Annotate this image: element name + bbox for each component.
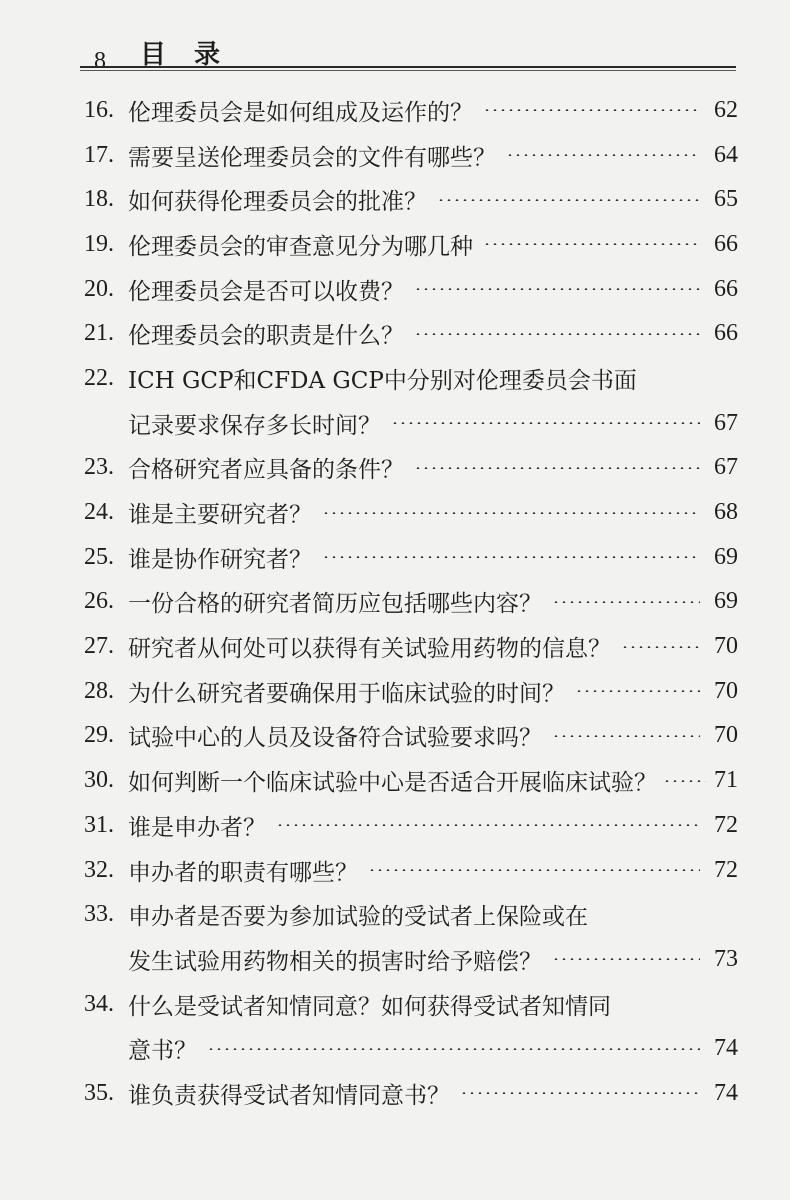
- toc-entry-32: [84, 848, 738, 893]
- toc-title: 如何判断一个临床试验中心是否适合开展临床试验？: [128, 770, 657, 797]
- toc-entry-19: [84, 222, 738, 267]
- toc-title: 谁负责获得受试者知情同意书？: [128, 1082, 450, 1109]
- toc-title: 谁是协作研究者？: [128, 546, 312, 573]
- toc-title: 伦理委员会的审查意见分为哪几种: [128, 233, 473, 260]
- header-rule-thin: [80, 70, 736, 71]
- toc-page: 64: [714, 141, 738, 168]
- toc-entry-31: [84, 803, 738, 848]
- toc-number: 20.: [84, 275, 114, 302]
- toc-title: 试验中心的人员及设备符合试验要求吗？: [128, 725, 542, 752]
- dot-leader: [276, 824, 700, 826]
- toc-page: 74: [714, 1079, 738, 1106]
- toc-title: 申办者是否要为参加试验的受试者上保险或在: [128, 904, 588, 931]
- dot-leader: [552, 958, 700, 960]
- toc-entry-20: [84, 267, 738, 312]
- toc-entry-18: [84, 177, 738, 222]
- header-rule: [80, 66, 736, 68]
- dot-leader: [483, 109, 700, 111]
- toc-number: 25.: [84, 543, 114, 570]
- toc-page: 74: [714, 1035, 738, 1062]
- toc-entry-35: [84, 1071, 738, 1116]
- toc-page: 70: [714, 677, 738, 704]
- toc-title: 伦理委员会是如何组成及运作的？: [128, 99, 473, 126]
- toc-page: 66: [714, 275, 738, 302]
- page-header: [80, 28, 736, 72]
- toc-page: 67: [714, 409, 738, 436]
- toc-page: 72: [714, 811, 738, 838]
- toc-number: 23.: [84, 454, 114, 481]
- toc-page: 66: [714, 320, 738, 347]
- toc-number: 29.: [84, 722, 114, 749]
- toc-number: 32.: [84, 856, 114, 883]
- toc-entry-25: [84, 535, 738, 580]
- toc-number: 22.: [84, 364, 114, 391]
- toc-page: 69: [714, 543, 738, 570]
- dot-leader: [414, 467, 700, 469]
- dot-leader: [552, 601, 700, 603]
- toc-title: 伦理委员会是否可以收费？: [128, 278, 404, 305]
- toc-title: 谁是申办者？: [128, 814, 266, 841]
- dot-leader: [207, 1048, 700, 1050]
- toc-title: ICH GCP和CFDA GCP中分别对伦理委员会书面: [128, 367, 637, 394]
- toc-title-continued: 发生试验用药物相关的损害时给予赔偿？: [128, 948, 542, 975]
- toc-entry-27: [84, 624, 738, 669]
- dot-leader: [414, 288, 700, 290]
- toc-entry-17: [84, 133, 738, 178]
- toc-entry-29: [84, 714, 738, 759]
- toc-page: 71: [714, 767, 738, 794]
- dot-leader: [575, 690, 700, 692]
- toc-entry-16: [84, 88, 738, 133]
- toc-number: 26.: [84, 588, 114, 615]
- dot-leader: [552, 735, 700, 737]
- page-number: 8: [94, 48, 106, 74]
- toc-page: 68: [714, 499, 738, 526]
- toc-title: 什么是受试者知情同意？如何获得受试者知情同: [128, 993, 611, 1020]
- toc-entry-34: [84, 982, 738, 1027]
- dot-leader: [483, 243, 700, 245]
- dot-leader: [322, 512, 700, 514]
- toc-page: 66: [714, 230, 738, 257]
- toc-entry-21: [84, 311, 738, 356]
- toc-page: 65: [714, 186, 738, 213]
- dot-leader: [368, 869, 700, 871]
- toc-number: 21.: [84, 320, 114, 347]
- dot-leader: [663, 780, 706, 782]
- toc-number: 16.: [84, 96, 114, 123]
- toc-entry-26: [84, 580, 738, 625]
- toc-title: 合格研究者应具备的条件？: [128, 457, 404, 484]
- toc-number: 33.: [84, 901, 114, 928]
- dot-leader: [506, 154, 700, 156]
- toc-number: 30.: [84, 767, 114, 794]
- toc-title: 伦理委员会的职责是什么？: [128, 323, 404, 350]
- dot-leader: [414, 333, 700, 335]
- dot-leader: [437, 199, 700, 201]
- toc-number: 28.: [84, 677, 114, 704]
- dot-leader: [460, 1092, 700, 1094]
- toc-number: 31.: [84, 811, 114, 838]
- toc-title-continued: 记录要求保存多长时间？: [128, 412, 381, 439]
- toc-entry-23: [84, 446, 738, 491]
- toc-number: 17.: [84, 141, 114, 168]
- dot-leader: [621, 646, 700, 648]
- toc-title: 为什么研究者要确保用于临床试验的时间？: [128, 680, 565, 707]
- toc-title: 研究者从何处可以获得有关试验用药物的信息？: [128, 636, 611, 663]
- toc-entry-22: [84, 356, 738, 401]
- toc-number: 24.: [84, 499, 114, 526]
- toc-entry-33: [84, 892, 738, 937]
- toc-page: 69: [714, 588, 738, 615]
- toc-title-continued: 意书？: [128, 1038, 197, 1065]
- toc-title: 如何获得伦理委员会的批准？: [128, 189, 427, 216]
- toc-title: 谁是主要研究者？: [128, 502, 312, 529]
- dot-leader: [322, 556, 700, 558]
- toc-number: 27.: [84, 633, 114, 660]
- toc-entry-28: [84, 669, 738, 714]
- section-title: 目录: [140, 40, 249, 70]
- toc-title: 申办者的职责有哪些？: [128, 859, 358, 886]
- toc-entry-34-continued: [84, 1026, 738, 1071]
- toc-title: 一份合格的研究者简历应包括哪些内容？: [128, 591, 542, 618]
- toc-page: 72: [714, 856, 738, 883]
- toc-number: 19.: [84, 230, 114, 257]
- toc-entry-22-continued: [84, 401, 738, 446]
- toc-page: 70: [714, 722, 738, 749]
- toc-entry-33-continued: [84, 937, 738, 982]
- toc-entry-24: [84, 490, 738, 535]
- toc-page: 70: [714, 633, 738, 660]
- dot-leader: [391, 422, 700, 424]
- toc-page: 67: [714, 454, 738, 481]
- toc-entry-30: [84, 758, 738, 803]
- toc-number: 34.: [84, 990, 114, 1017]
- toc-page: 73: [714, 945, 738, 972]
- toc-number: 18.: [84, 186, 114, 213]
- toc-page: 62: [714, 96, 738, 123]
- toc-number: 35.: [84, 1079, 114, 1106]
- table-of-contents: [84, 88, 738, 1116]
- toc-title: 需要呈送伦理委员会的文件有哪些？: [128, 144, 496, 171]
